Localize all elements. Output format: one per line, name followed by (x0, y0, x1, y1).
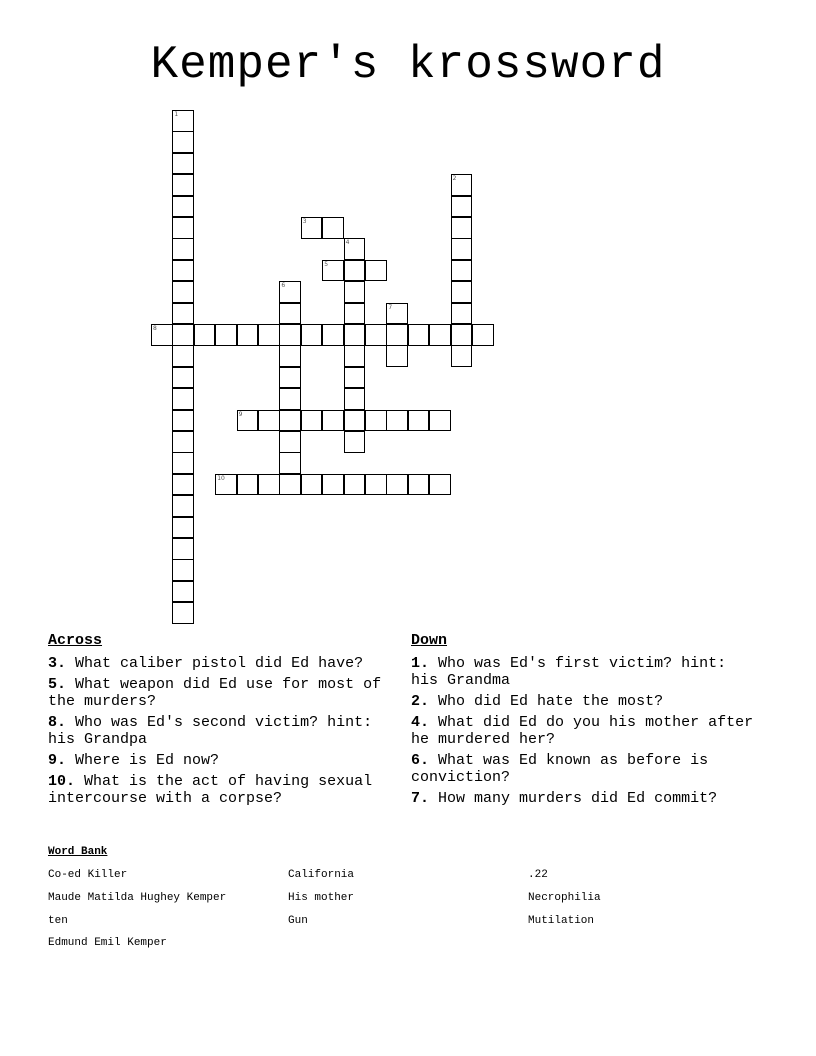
grid-cell[interactable] (322, 324, 344, 346)
grid-cell[interactable] (451, 303, 473, 325)
grid-cell[interactable] (172, 303, 194, 325)
word-bank-item: Mutilation (528, 915, 595, 927)
grid-cell[interactable] (279, 367, 301, 389)
grid-cell[interactable] (344, 281, 366, 303)
grid-cell[interactable] (237, 474, 259, 496)
grid-cell[interactable] (237, 324, 259, 346)
grid-cell[interactable] (172, 474, 194, 496)
grid-cell[interactable] (172, 559, 194, 581)
grid-cell[interactable] (386, 410, 408, 432)
grid-cell[interactable] (344, 410, 366, 432)
grid-cell[interactable] (258, 474, 280, 496)
grid-cell[interactable] (172, 452, 194, 474)
clue-text: What weapon did Ed use for most of the murders? (48, 676, 382, 710)
grid-cell[interactable] (151, 324, 173, 346)
grid-cell[interactable] (172, 367, 194, 389)
clue-text: What caliber pistol did Ed have? (75, 655, 364, 672)
grid-cell[interactable] (301, 474, 323, 496)
grid-cell[interactable] (386, 324, 408, 346)
grid-cell[interactable] (451, 345, 473, 367)
grid-cell[interactable] (322, 410, 344, 432)
grid-cell[interactable] (279, 410, 301, 432)
grid-cell[interactable] (365, 260, 387, 282)
clue-number-label: 4 (345, 239, 350, 247)
word-bank-heading: Word Bank (48, 846, 108, 858)
grid-cell[interactable] (322, 260, 344, 282)
grid-cell[interactable] (172, 281, 194, 303)
word-bank-item: .22 (528, 869, 548, 881)
word-bank-item: ten (48, 915, 68, 927)
grid-cell[interactable] (279, 281, 301, 303)
down-clue-6 (411, 752, 761, 786)
grid-cell[interactable] (301, 217, 323, 239)
word-bank-item: California (288, 869, 355, 881)
grid-cell[interactable] (344, 303, 366, 325)
grid-cell[interactable] (386, 345, 408, 367)
word-bank-item: His mother (288, 892, 355, 904)
clue-text: Who was Ed's second victim? hint: his Grandpa (48, 714, 373, 748)
grid-cell[interactable] (279, 303, 301, 325)
word-bank-item: Edmund Emil Kemper (48, 937, 167, 949)
down-clue-1 (411, 655, 761, 689)
grid-cell[interactable] (451, 174, 473, 196)
grid-cell[interactable] (172, 410, 194, 432)
clue-number-label: 8 (153, 325, 157, 332)
grid-cell[interactable] (301, 324, 323, 346)
word-bank-item: Co-ed Killer (48, 869, 128, 881)
across-heading: Across (48, 632, 103, 649)
word-bank-item: Necrophilia (528, 892, 601, 904)
grid-cell[interactable] (365, 324, 387, 346)
grid-cell[interactable] (172, 431, 194, 453)
clue-number: 5. (48, 676, 67, 693)
across-clue-10 (48, 773, 403, 807)
grid-cell[interactable] (215, 324, 237, 346)
clue-text: What is the act of having sexual intercourse with a corpse? (48, 773, 373, 807)
grid-cell[interactable] (279, 324, 301, 346)
grid-cell[interactable] (194, 324, 216, 346)
clue-number-label: 5 (324, 260, 329, 268)
grid-cell[interactable] (365, 410, 387, 432)
word-bank-item: Gun (288, 915, 308, 927)
down-clue-4 (411, 714, 761, 748)
clue-number: 9. (48, 752, 67, 769)
down-clue-2 (411, 693, 761, 710)
clue-number: 3. (48, 655, 67, 672)
clue-number-label: 7 (388, 303, 393, 311)
grid-cell[interactable] (172, 217, 194, 239)
grid-cell[interactable] (172, 517, 194, 539)
down-clues (411, 632, 761, 811)
grid-cell[interactable] (451, 238, 473, 260)
grid-cell[interactable] (172, 238, 194, 260)
grid-cell[interactable] (172, 196, 194, 218)
clue-text: What did Ed do you his mother after he murdered her? (411, 714, 754, 748)
grid-cell[interactable] (172, 131, 194, 153)
grid-cell[interactable] (172, 345, 194, 367)
clue-number: 6. (411, 752, 430, 769)
grid-cell[interactable] (344, 388, 366, 410)
clue-number-label: 9 (238, 410, 243, 418)
grid-cell[interactable] (429, 410, 451, 432)
grid-cell[interactable] (344, 324, 366, 346)
grid-cell[interactable] (344, 431, 366, 453)
across-clue-8 (48, 714, 403, 748)
clue-number-label: 10 (217, 474, 225, 482)
grid-cell[interactable] (172, 153, 194, 175)
grid-cell[interactable] (279, 474, 301, 496)
grid-cell[interactable] (172, 260, 194, 282)
grid-cell[interactable] (172, 495, 194, 517)
clue-text: What was Ed known as before is conviction? (411, 752, 709, 786)
grid-cell[interactable] (172, 324, 194, 346)
grid-cell[interactable] (279, 452, 301, 474)
grid-cell[interactable] (301, 410, 323, 432)
grid-cell[interactable] (215, 474, 237, 496)
across-clue-3 (48, 655, 403, 672)
grid-cell[interactable] (322, 474, 344, 496)
clue-number: 7. (411, 790, 430, 807)
puzzle-title: Kemper's krossword (150, 39, 666, 91)
grid-cell[interactable] (408, 324, 430, 346)
across-clue-5 (48, 676, 403, 710)
grid-cell[interactable] (451, 324, 473, 346)
clue-number: 2. (411, 693, 430, 710)
grid-cell[interactable] (344, 345, 366, 367)
clue-number: 8. (48, 714, 67, 731)
grid-cell[interactable] (172, 174, 194, 196)
grid-cell[interactable] (386, 474, 408, 496)
across-clue-9 (48, 752, 403, 769)
grid-cell[interactable] (344, 367, 366, 389)
clue-number: 10. (48, 773, 76, 790)
word-bank-item: Maude Matilda Hughey Kemper (48, 892, 227, 904)
grid-cell[interactable] (344, 238, 366, 260)
grid-cell[interactable] (429, 324, 451, 346)
grid-cell[interactable] (451, 281, 473, 303)
grid-cell[interactable] (172, 110, 194, 132)
grid-cell[interactable] (429, 474, 451, 496)
grid-cell[interactable] (408, 410, 430, 432)
clue-number-label: 3 (302, 218, 307, 225)
clue-number-label: 2 (452, 175, 457, 183)
across-clues (48, 632, 403, 811)
grid-cell[interactable] (279, 431, 301, 453)
grid-cell[interactable] (172, 388, 194, 410)
grid-cell[interactable] (237, 410, 259, 432)
clue-number-label: 6 (281, 282, 286, 290)
grid-cell[interactable] (172, 538, 194, 560)
clue-number-label: 1 (174, 111, 179, 118)
grid-cell[interactable] (344, 474, 366, 496)
grid-cell[interactable] (258, 324, 280, 346)
grid-cell[interactable] (172, 602, 194, 624)
clue-text: How many murders did Ed commit? (438, 790, 718, 807)
grid-cell[interactable] (408, 474, 430, 496)
grid-cell[interactable] (279, 388, 301, 410)
grid-cell[interactable] (472, 324, 494, 346)
grid-cell[interactable] (322, 217, 344, 239)
grid-cell[interactable] (344, 260, 366, 282)
grid-cell[interactable] (279, 345, 301, 367)
grid-cell[interactable] (258, 410, 280, 432)
grid-cell[interactable] (451, 217, 473, 239)
clue-text: Where is Ed now? (75, 752, 220, 769)
clue-number: 4. (411, 714, 430, 731)
down-clue-7 (411, 790, 761, 807)
grid-cell[interactable] (451, 260, 473, 282)
grid-cell[interactable] (451, 196, 473, 218)
down-heading: Down (411, 632, 448, 649)
grid-cell[interactable] (365, 474, 387, 496)
clue-text: Who was Ed's first victim? hint: his Grandma (411, 655, 727, 689)
clue-number: 1. (411, 655, 430, 672)
grid-cell[interactable] (386, 303, 408, 325)
clue-text: Who did Ed hate the most? (438, 693, 664, 710)
grid-cell[interactable] (172, 581, 194, 603)
